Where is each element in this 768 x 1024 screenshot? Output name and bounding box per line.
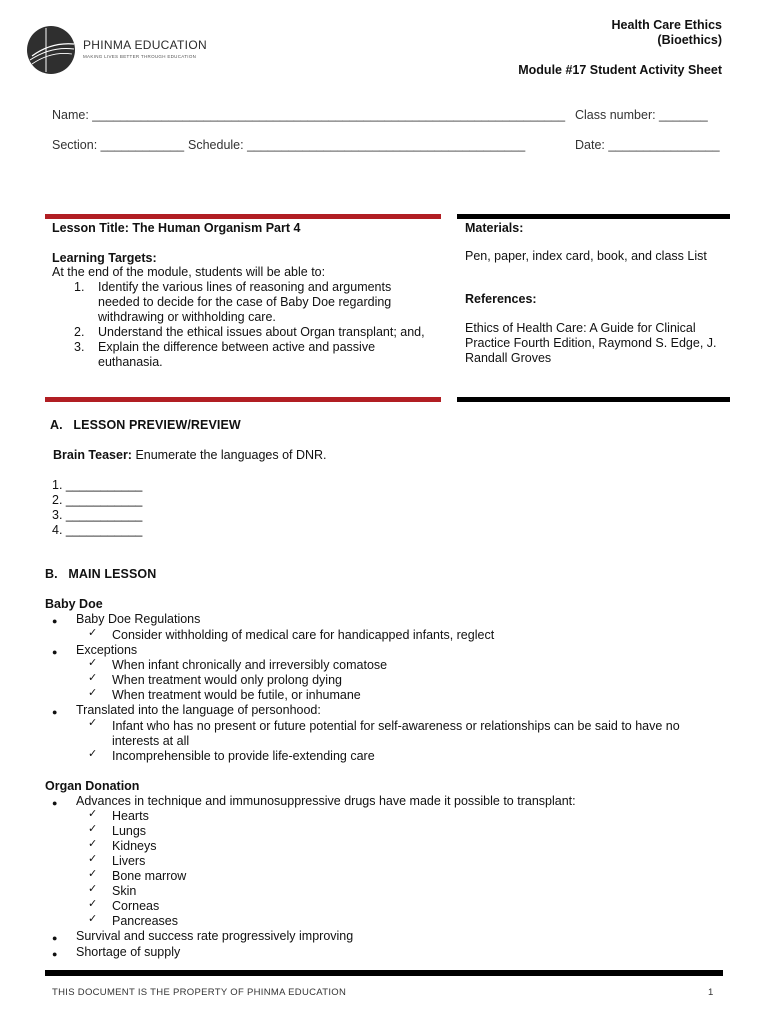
- materials-box-bottom-bar: [457, 397, 730, 402]
- section-field[interactable]: Section: ____________: [52, 138, 185, 152]
- organ-donation-heading: Organ Donation: [45, 779, 140, 793]
- target-item: 1. Identify the various lines of reasoning and arguments needed to decide for the case of Baby Doe regarding withdrawing or withholding care.: [74, 280, 392, 324]
- sheet-title: Module #17 Student Activity Sheet: [518, 63, 722, 77]
- organ-item: Bone marrow: [112, 869, 187, 883]
- target-item: 3. Explain the difference between active and passive euthanasia.: [74, 340, 376, 369]
- bullet-icon: ●: [52, 647, 58, 657]
- organ-item: Lungs: [112, 824, 147, 838]
- bullet-icon: ●: [52, 616, 58, 626]
- list-item-continuation: interests at all: [112, 734, 190, 748]
- list-item: Survival and success rate progressively improving: [76, 929, 354, 943]
- brand-tagline: MAKING LIVES BETTER THROUGH EDUCATION: [83, 54, 197, 59]
- list-item: Consider withholding of medical care for handicapped infants, reglect: [112, 628, 495, 642]
- checkmark-icon: ✓: [88, 687, 98, 699]
- checkmark-icon: ✓: [88, 898, 98, 910]
- references-heading: References:: [465, 292, 537, 306]
- checkmark-icon: ✓: [88, 913, 98, 925]
- materials-heading: Materials:: [465, 221, 524, 235]
- checkmark-icon: ✓: [88, 853, 98, 865]
- list-item: When treatment would only prolong dying: [112, 673, 342, 687]
- bullet-icon: ●: [52, 933, 58, 943]
- organ-item: Pancreases: [112, 914, 179, 928]
- list-item: Infant who has no present or future potential for self-awareness or relationships can be said to have no: [112, 719, 680, 733]
- date-field[interactable]: Date: ________________: [575, 138, 720, 152]
- organ-item: Skin: [112, 884, 137, 898]
- list-item: When infant chronically and irreversibly comatose: [112, 658, 388, 672]
- checkmark-icon: ✓: [88, 883, 98, 895]
- course-subtitle: (Bioethics): [657, 33, 722, 47]
- checkmark-icon: ✓: [88, 657, 98, 669]
- schedule-field[interactable]: Schedule: ________________________________________: [188, 138, 526, 152]
- learning-targets-heading: Learning Targets:: [52, 251, 157, 265]
- answer-blank[interactable]: 1. ___________: [52, 478, 143, 492]
- materials-box-top-bar: [457, 214, 730, 219]
- checkmark-icon: ✓: [88, 672, 98, 684]
- footer-property-text: THIS DOCUMENT IS THE PROPERTY OF PHINMA EDUCATION: [52, 987, 347, 998]
- section-b-heading: B. MAIN LESSON: [45, 567, 157, 581]
- answer-blanks: [52, 478, 142, 538]
- bullet-icon: ●: [52, 949, 58, 959]
- lesson-title: Lesson Title: The Human Organism Part 4: [52, 221, 301, 235]
- bullet-icon: ●: [52, 798, 58, 808]
- list-item: When treatment would be futile, or inhumane: [112, 688, 361, 702]
- brain-teaser: [53, 448, 327, 463]
- list-item: Exceptions: [76, 643, 138, 657]
- list-item: Shortage of supply: [76, 945, 181, 959]
- phinma-logo-icon: [24, 22, 80, 78]
- brain-teaser-label: Brain Teaser:: [53, 448, 132, 462]
- checkmark-icon: ✓: [88, 717, 98, 729]
- answer-blank[interactable]: 3. ___________: [52, 508, 143, 522]
- baby-doe-heading: Baby Doe: [45, 597, 103, 611]
- checkmark-icon: ✓: [88, 823, 98, 835]
- bullet-icon: ●: [52, 707, 58, 717]
- materials-text: Pen, paper, index card, book, and class List: [465, 249, 707, 263]
- list-item: Incomprehensible to provide life-extending care: [112, 749, 375, 763]
- list-item: Translated into the language of personhood:: [76, 703, 321, 717]
- footer-bar: [45, 970, 723, 976]
- brand-name: PHINMA EDUCATION: [83, 38, 207, 52]
- list-item: Baby Doe Regulations: [76, 612, 201, 626]
- answer-blank[interactable]: 2. ___________: [52, 493, 143, 507]
- checkmark-icon: ✓: [88, 748, 98, 760]
- page-number: 1: [708, 987, 714, 998]
- organ-item: Livers: [112, 854, 146, 868]
- references-text: Ethics of Health Care: A Guide for Clinical Practice Fourth Edition, Raymond S. Edge, J. Randall Groves: [465, 321, 717, 365]
- section-a-heading: A. LESSON PREVIEW/REVIEW: [50, 418, 241, 432]
- target-item: 2. Understand the ethical issues about Organ transplant; and,: [74, 325, 425, 339]
- organ-item: Kidneys: [112, 839, 157, 853]
- lesson-box-top-bar: [45, 214, 441, 219]
- checkmark-icon: ✓: [88, 868, 98, 880]
- checkmark-icon: ✓: [88, 808, 98, 820]
- brain-teaser-text: Enumerate the languages of DNR.: [131, 448, 327, 462]
- organ-item: Corneas: [112, 899, 160, 913]
- learning-targets-list: [52, 280, 442, 370]
- checkmark-icon: ✓: [88, 627, 98, 639]
- checkmark-icon: ✓: [88, 838, 98, 850]
- organ-item: Hearts: [112, 809, 149, 823]
- lesson-box-bottom-bar: [45, 397, 441, 402]
- list-item: Advances in technique and immunosuppressive drugs have made it possible to transplant:: [76, 794, 576, 808]
- course-title: Health Care Ethics: [611, 18, 722, 32]
- name-field[interactable]: Name: ____________________________________________________________________: [52, 108, 566, 122]
- learning-targets-intro: At the end of the module, students will be able to:: [52, 265, 326, 279]
- answer-blank[interactable]: 4. ___________: [52, 523, 143, 537]
- class-number-field[interactable]: Class number: _______: [575, 108, 708, 122]
